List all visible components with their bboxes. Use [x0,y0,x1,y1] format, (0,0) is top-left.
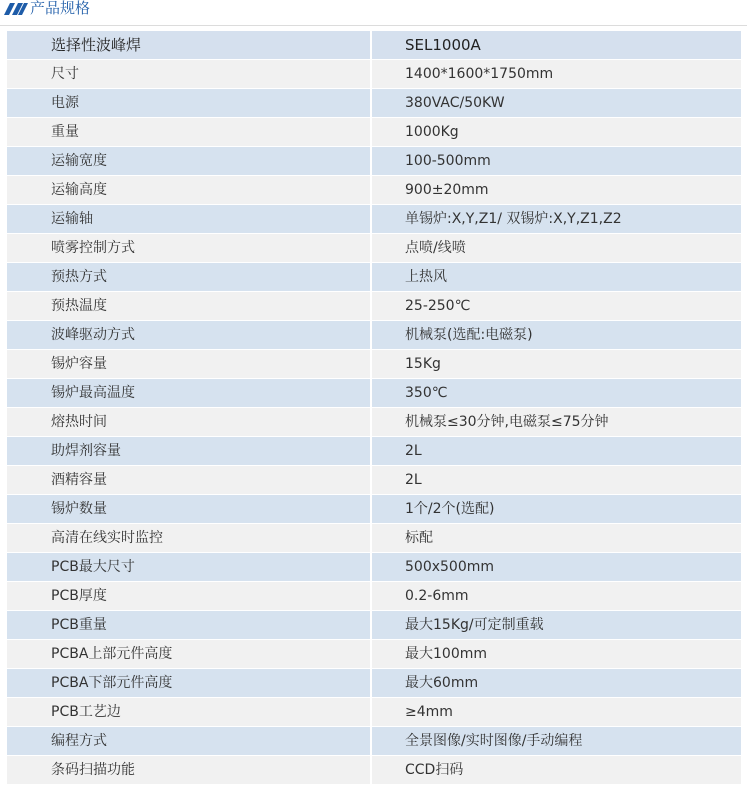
row-value: CCD扫码 [372,756,741,785]
row-value: 100-500mm [372,147,741,176]
row-key: 高清在线实时监控 [7,524,372,553]
table-row [7,756,741,785]
row-key: 波峰驱动方式 [7,321,372,350]
row-value: 全景图像/实时图像/手动编程 [372,727,741,756]
table-row [7,582,741,611]
header-key: 选择性波峰焊 [7,31,372,60]
table-row [7,611,741,640]
row-key: PCBA上部元件高度 [7,640,372,669]
row-value: 25-250℃ [372,292,741,321]
row-key: 尺寸 [7,60,372,89]
table-row [7,89,741,118]
table-row [7,698,741,727]
table-row [7,263,741,292]
row-key: 运输轴 [7,205,372,234]
table-row [7,640,741,669]
row-value: 900±20mm [372,176,741,205]
table-row [7,553,741,582]
section-header [0,0,747,26]
table-row [7,176,741,205]
row-value: 15Kg [372,350,741,379]
table-row [7,321,741,350]
row-key: 锡炉最高温度 [7,379,372,408]
table-row [7,727,741,756]
row-value: 500x500mm [372,553,741,582]
row-key: 熔热时间 [7,408,372,437]
row-key: 助焊剂容量 [7,437,372,466]
row-key: 运输高度 [7,176,372,205]
row-value: 上热风 [372,263,741,292]
table-row [7,379,741,408]
row-key: 喷雾控制方式 [7,234,372,263]
row-value: 机械泵(选配:电磁泵) [372,321,741,350]
row-key: PCBA下部元件高度 [7,669,372,698]
table-row [7,60,741,89]
table-row [7,466,741,495]
row-value: 2L [372,437,741,466]
row-value: ≥4mm [372,698,741,727]
row-key: 条码扫描功能 [7,756,372,785]
row-value: 380VAC/50KW [372,89,741,118]
row-key: PCB重量 [7,611,372,640]
row-key: PCB最大尺寸 [7,553,372,582]
table-row [7,408,741,437]
row-value: 标配 [372,524,741,553]
spec-table [7,31,741,785]
row-key: 锡炉容量 [7,350,372,379]
table-row [7,437,741,466]
row-value: 最大15Kg/可定制重载 [372,611,741,640]
header-value: SEL1000A [372,31,741,60]
row-value: 0.2-6mm [372,582,741,611]
row-value: 1400*1600*1750mm [372,60,741,89]
row-key: 编程方式 [7,727,372,756]
row-key: PCB工艺边 [7,698,372,727]
row-value: 最大100mm [372,640,741,669]
row-value: 1个/2个(选配) [372,495,741,524]
section-title: 产品规格 [30,0,91,17]
row-key: PCB厚度 [7,582,372,611]
row-value: 单锡炉:X,Y,Z1/ 双锡炉:X,Y,Z1,Z2 [372,205,741,234]
table-row [7,118,741,147]
row-key: 电源 [7,89,372,118]
table-row [7,495,741,524]
row-value: 最大60mm [372,669,741,698]
row-key: 锡炉数量 [7,495,372,524]
table-header-row [7,31,741,60]
table-row [7,234,741,263]
row-key: 预热温度 [7,292,372,321]
table-row [7,147,741,176]
row-key: 酒精容量 [7,466,372,495]
row-key: 预热方式 [7,263,372,292]
row-value: 1000Kg [372,118,741,147]
table-row [7,669,741,698]
row-key: 运输宽度 [7,147,372,176]
table-row [7,524,741,553]
row-value: 机械泵≤30分钟,电磁泵≤75分钟 [372,408,741,437]
row-value: 点喷/线喷 [372,234,741,263]
row-value: 2L [372,466,741,495]
table-row [7,292,741,321]
table-row [7,350,741,379]
row-value: 350℃ [372,379,741,408]
double-slash-icon [4,3,28,15]
table-row [7,205,741,234]
row-key: 重量 [7,118,372,147]
